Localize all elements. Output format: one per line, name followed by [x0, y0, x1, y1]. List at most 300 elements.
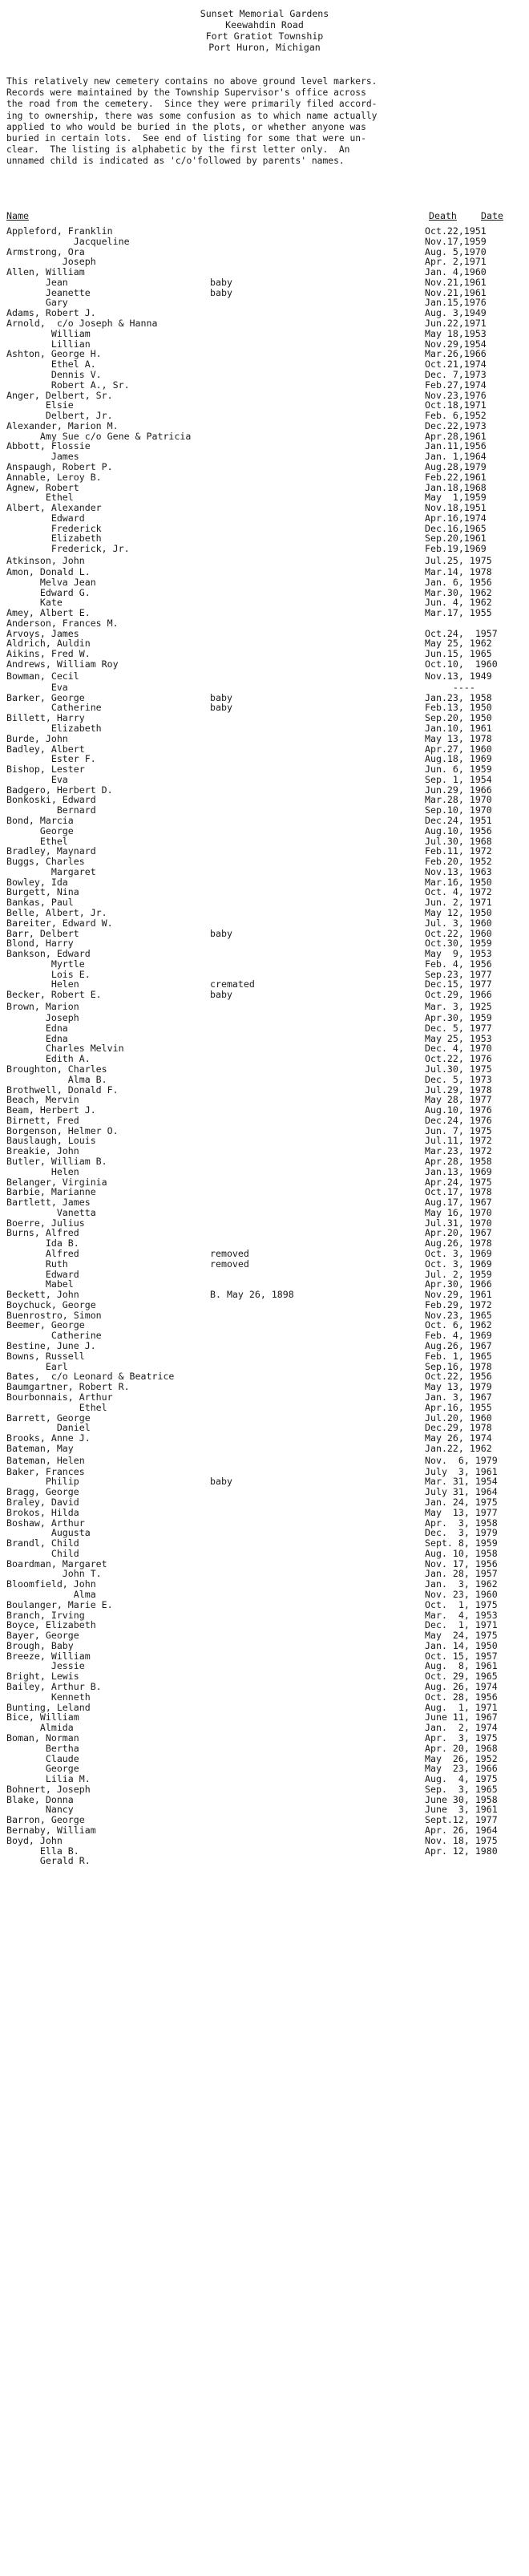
entry-name: Barbie, Marianne	[6, 1186, 96, 1198]
entry-name: Lillian	[6, 338, 91, 350]
intro-line: ing to ownership, there was some confusion as to which name actually	[6, 110, 378, 121]
list-item	[0, 949, 529, 959]
list-item	[0, 1856, 529, 1866]
entry-death-date: June 11, 1967	[425, 1711, 498, 1723]
entry-name: Boman, Norman	[6, 1732, 79, 1744]
entry-death-date: Jan.23, 1958	[425, 691, 492, 703]
entry-death-date: Jan. 24, 1975	[425, 1496, 498, 1508]
entry-name: Billett, Harry	[6, 712, 85, 724]
entry-death-date: Dec.24, 1976	[425, 1114, 492, 1126]
entry-name: Ester F.	[6, 753, 96, 765]
entry-death-date: Aug. 1, 1971	[425, 1701, 498, 1713]
entry-death-date: May 25, 1962	[425, 638, 492, 650]
name-column-header: Name	[6, 210, 29, 221]
list-item	[0, 1549, 529, 1559]
entry-death-date: Jul. 2, 1959	[425, 1268, 492, 1280]
entry-death-date: Feb. 4, 1956	[425, 958, 492, 970]
township-name: Fort Gratiot Township	[205, 30, 324, 42]
list-item	[0, 775, 529, 785]
entry-death-date: May 18,1953	[425, 327, 487, 339]
entry-death-date: May 26, 1974	[425, 1432, 492, 1444]
list-item	[0, 1341, 529, 1351]
entry-death-date: Oct.22, 1956	[425, 1371, 492, 1383]
entry-note: baby	[210, 276, 232, 288]
entry-name: Abbott, Flossie	[6, 440, 91, 452]
entry-death-date: Aug.17, 1967	[425, 1197, 492, 1209]
entry-name: Eva	[6, 681, 68, 693]
entry-name: Barr, Delbert	[6, 927, 79, 939]
intro-line: Records were maintained by the Township Supervisor's office across	[6, 87, 366, 99]
list-item	[0, 670, 529, 682]
entry-name: Bonkoski, Edward	[6, 794, 96, 806]
entry-death-date: Feb.19,1969	[425, 543, 487, 555]
list-item	[0, 567, 529, 577]
entry-name: Bragg, George	[6, 1486, 79, 1498]
document-header	[0, 8, 529, 53]
entry-name: Alma	[6, 1589, 96, 1600]
entry-name: Nancy	[6, 1804, 74, 1816]
entry-note: removed	[210, 1258, 249, 1270]
list-item	[0, 1774, 529, 1784]
entry-death-date: July 31, 1964	[425, 1486, 498, 1498]
entry-death-date: Jul.11, 1972	[425, 1135, 492, 1147]
entry-name: Bright, Lewis	[6, 1671, 79, 1683]
entry-name: Edna	[6, 1032, 68, 1044]
entry-name: Boyce, Elizabeth	[6, 1619, 96, 1631]
entry-death-date: Aug. 8, 1961	[425, 1660, 498, 1672]
entry-death-date: Sept. 8, 1959	[425, 1537, 498, 1549]
intro-line: unnamed child is indicated as 'c/o'followed by parents' names.	[6, 156, 345, 167]
list-item	[0, 237, 529, 247]
column-headers	[6, 210, 519, 221]
entry-name: Anderson, Frances M.	[6, 617, 119, 629]
entry-name: Barron, George	[6, 1814, 85, 1826]
entry-death-date: Apr. 3, 1958	[425, 1517, 498, 1529]
entry-name: Edward	[6, 512, 85, 524]
list-item	[0, 990, 529, 1000]
entry-name: Helen	[6, 1165, 79, 1177]
entry-name: Edith A.	[6, 1053, 91, 1065]
entry-name: Catherine	[6, 1330, 102, 1342]
entry-death-date: May 25, 1953	[425, 1032, 492, 1044]
entry-death-date: Jun.15, 1965	[425, 648, 492, 660]
entry-death-date: May 16, 1970	[425, 1206, 492, 1218]
intro-line: the road from the cemetery. Since they were primarily filed accord-	[6, 99, 378, 110]
entry-death-date: Dec. 4, 1970	[425, 1043, 492, 1055]
entry-death-date: May 24, 1975	[425, 1630, 498, 1642]
entry-death-date: Sept.12, 1977	[425, 1814, 498, 1826]
list-item	[0, 1392, 529, 1403]
entry-death-date: Jul.30, 1975	[425, 1063, 492, 1075]
entry-name: Almida	[6, 1722, 74, 1734]
entry-name: Anger, Delbert, Sr.	[6, 389, 113, 401]
entry-name: Child	[6, 1547, 79, 1559]
list-item	[0, 1300, 529, 1310]
entry-death-date: Dec.24, 1951	[425, 814, 492, 826]
entry-name: Branch, Irving	[6, 1609, 85, 1621]
list-item	[0, 577, 529, 588]
list-item	[0, 1733, 529, 1744]
entry-death-date: Jan.18,1968	[425, 481, 487, 493]
entry-name: Braley, David	[6, 1496, 79, 1508]
entry-death-date: Oct. 1, 1975	[425, 1598, 498, 1610]
entry-name: Bestine, June J.	[6, 1340, 96, 1352]
entry-name: Buggs, Charles	[6, 856, 85, 868]
entry-death-date: Jun. 2, 1971	[425, 897, 492, 909]
list-item	[0, 1105, 529, 1116]
entry-name: Alma B.	[6, 1073, 107, 1085]
entry-name: Ethel	[6, 492, 74, 504]
entry-name: Bankas, Paul	[6, 897, 74, 909]
entry-name: Bond, Marcia	[6, 814, 74, 826]
entry-name: Joseph	[6, 1012, 79, 1024]
entry-name: Beach, Mervin	[6, 1094, 79, 1106]
list-item	[0, 1351, 529, 1362]
entry-death-date: Jan.10, 1961	[425, 722, 492, 734]
entry-death-date: Jan. 3, 1967	[425, 1391, 492, 1403]
entry-death-date: Mar. 3, 1925	[425, 1001, 492, 1013]
entry-death-date: May 13, 1979	[425, 1381, 492, 1393]
entry-note: baby	[210, 989, 232, 1001]
entry-death-date: Nov.21,1961	[425, 286, 487, 298]
entry-death-date: Jan.11,1956	[425, 440, 487, 452]
entry-name: Beckett, John	[6, 1289, 79, 1301]
list-item	[0, 723, 529, 734]
entry-death-date: Apr.24, 1975	[425, 1176, 492, 1188]
list-item	[0, 1538, 529, 1549]
entry-death-date: Jul.30, 1968	[425, 835, 492, 847]
list-item	[0, 764, 529, 775]
entry-name: Boardman, Margaret	[6, 1557, 107, 1569]
list-item	[0, 867, 529, 877]
entry-death-date: July 3, 1961	[425, 1465, 498, 1477]
entry-death-date: ----	[425, 681, 475, 693]
entry-name: Mabel	[6, 1278, 74, 1290]
entry-note: baby	[210, 927, 232, 939]
entry-name: Robert A., Sr.	[6, 379, 130, 391]
entry-death-date: Aug. 5,1970	[425, 245, 487, 257]
entry-death-date: Mar.30, 1962	[425, 586, 492, 598]
entry-death-date: Aug.18, 1969	[425, 753, 492, 765]
entry-name: Bohnert, Joseph	[6, 1783, 91, 1795]
entry-name: Gary	[6, 297, 68, 309]
entry-death-date: Aug. 3,1949	[425, 307, 487, 319]
entry-name: Amey, Albert E.	[6, 607, 91, 619]
entry-name: Delbert, Jr.	[6, 410, 113, 422]
entry-name: John T.	[6, 1568, 102, 1580]
entry-name: Barker, George	[6, 691, 85, 703]
entry-name: Bowns, Russell	[6, 1350, 85, 1362]
list-item	[0, 618, 529, 629]
entry-name: Frederick, Jr.	[6, 543, 130, 555]
entry-death-date: Oct.18,1971	[425, 399, 487, 411]
entry-name: Bice, William	[6, 1711, 79, 1723]
entry-death-date: Aug.26, 1978	[425, 1237, 492, 1250]
entry-name: Lois E.	[6, 968, 91, 980]
entry-death-date: May 26, 1952	[425, 1752, 498, 1764]
entry-death-date: Oct.21,1974	[425, 358, 487, 371]
entry-name: Blond, Harry	[6, 938, 74, 950]
entry-name: Burns, Alfred	[6, 1227, 79, 1239]
entry-name: Ethel	[6, 835, 68, 847]
list-item	[0, 918, 529, 929]
entry-death-date: Feb.22,1961	[425, 471, 487, 483]
list-item	[0, 513, 529, 524]
entry-name: Dennis V.	[6, 368, 102, 380]
entry-death-date: Jul.25, 1975	[425, 555, 492, 566]
entry-death-date: Aug. 4, 1975	[425, 1773, 498, 1785]
entry-name: Ella B.	[6, 1845, 79, 1857]
entry-name: Jean	[6, 276, 68, 288]
entry-name: Bertha	[6, 1742, 79, 1754]
entry-name: Bareiter, Edward W.	[6, 917, 113, 929]
entry-name: Jeanette	[6, 286, 91, 298]
list-item	[0, 1290, 529, 1300]
entry-note: baby	[210, 286, 232, 298]
entry-name: Bloomfield, John	[6, 1578, 96, 1590]
entry-death-date: Feb. 6,1952	[425, 410, 487, 422]
entry-name: Elsie	[6, 399, 74, 411]
entry-name: Kenneth	[6, 1691, 91, 1703]
entry-name: Vanetta	[6, 1206, 96, 1218]
list-item	[0, 1630, 529, 1641]
entry-death-date: Nov. 6, 1979	[425, 1454, 498, 1466]
entry-death-date: Mar.16, 1950	[425, 876, 492, 888]
list-item	[0, 554, 529, 567]
entry-name: Butler, William B.	[6, 1155, 107, 1167]
entry-name: Bailey, Arthur B.	[6, 1681, 102, 1693]
entry-name: George	[6, 824, 74, 836]
entry-name: Buenrostro, Simon	[6, 1309, 102, 1321]
entry-name: Myrtle	[6, 958, 85, 970]
entry-death-date: Oct.10, 1960	[425, 658, 498, 670]
entry-name: Brooks, Anne J.	[6, 1432, 91, 1444]
list-item	[0, 608, 529, 618]
entry-death-date: Apr. 26, 1964	[425, 1824, 498, 1836]
list-item	[0, 1000, 529, 1013]
entry-death-date: Apr. 3, 1975	[425, 1732, 498, 1744]
entry-death-date: Jul.29, 1978	[425, 1083, 492, 1096]
list-item	[0, 1064, 529, 1075]
list-item	[0, 682, 529, 693]
entry-death-date: Jul.31, 1970	[425, 1217, 492, 1229]
entry-name: Bernard	[6, 804, 96, 816]
cemetery-name: Sunset Memorial Gardens	[200, 8, 329, 19]
entry-name: Philip	[6, 1476, 79, 1488]
list-item	[0, 226, 529, 237]
entry-death-date: Jun. 4, 1962	[425, 597, 492, 609]
entry-note: cremated	[210, 978, 255, 990]
list-item	[0, 826, 529, 836]
entry-death-date: Oct. 28, 1956	[425, 1691, 498, 1703]
entry-name: Badley, Albert	[6, 743, 85, 755]
entry-death-date: Oct. 29, 1965	[425, 1671, 498, 1683]
entry-death-date: Nov.17,1959	[425, 235, 487, 247]
entry-name: Ethel	[6, 1401, 107, 1413]
entry-name: Blake, Donna	[6, 1793, 74, 1805]
entry-death-date: Apr.16, 1955	[425, 1401, 492, 1413]
list-item	[0, 1249, 529, 1259]
list-item	[0, 370, 529, 380]
entry-name: Boyd, John	[6, 1834, 63, 1846]
entry-death-date: Sep. 3, 1965	[425, 1783, 498, 1795]
list-item	[0, 734, 529, 744]
list-item	[0, 1497, 529, 1508]
entry-name: Arnold, c/o Joseph & Hanna	[6, 318, 158, 330]
entry-death-date: Jun.29, 1966	[425, 784, 492, 796]
list-item	[0, 277, 529, 288]
entry-name: Burgett, Nina	[6, 886, 79, 898]
entry-death-date: Apr. 20, 1968	[425, 1742, 498, 1754]
list-item	[0, 908, 529, 918]
entry-name: Albert, Alexander	[6, 502, 102, 514]
entry-death-date: Apr.28,1961	[425, 430, 487, 442]
list-item	[0, 503, 529, 513]
entry-name: Brokos, Hilda	[6, 1506, 79, 1518]
entry-name: George	[6, 1763, 79, 1775]
entry-name: Bartlett, James	[6, 1197, 91, 1209]
entry-death-date: May 23, 1966	[425, 1763, 498, 1775]
entry-name: Andrews, William Roy	[6, 658, 119, 670]
list-item	[0, 1116, 529, 1126]
entry-name: Allen, William	[6, 266, 85, 278]
entry-name: Brown, Marion	[6, 1001, 79, 1013]
entry-name: Arvoys, James	[6, 627, 79, 639]
entry-death-date: Mar.17, 1955	[425, 607, 492, 619]
entry-name: Birnett, Fred	[6, 1114, 79, 1126]
list-item	[0, 659, 529, 670]
entry-death-date: Mar.14, 1978	[425, 566, 492, 577]
entry-death-date: Nov. 18, 1975	[425, 1834, 498, 1846]
entry-name: Becker, Robert E.	[6, 989, 102, 1001]
entry-note: baby	[210, 702, 232, 714]
list-item	[0, 1744, 529, 1754]
intro-line: applied to who would be buried in the plots, or whether anyone was	[6, 121, 366, 132]
entry-name: Elizabeth	[6, 722, 102, 734]
list-item	[0, 318, 529, 329]
entry-death-date: May 12, 1950	[425, 907, 492, 918]
entry-name: Bowley, Ida	[6, 876, 68, 888]
entry-note: B. May 26, 1898	[210, 1289, 294, 1301]
entry-name: Alexander, Marion M.	[6, 419, 119, 431]
entry-name: Bourbonnais, Arthur	[6, 1391, 113, 1403]
entry-name: Bunting, Leland	[6, 1701, 91, 1713]
entry-death-date: Sep.16, 1978	[425, 1360, 492, 1372]
entry-name: Lilia M.	[6, 1773, 91, 1785]
list-item	[0, 411, 529, 421]
death-column-header: Death	[429, 210, 457, 221]
entry-death-date: Oct.22, 1960	[425, 927, 492, 939]
entry-death-date: Dec.29, 1978	[425, 1422, 492, 1434]
entry-name: Ida B.	[6, 1237, 79, 1250]
entry-death-date: Feb.20, 1952	[425, 856, 492, 868]
list-item	[0, 1013, 529, 1023]
entry-death-date: Apr.28, 1958	[425, 1155, 492, 1167]
entry-name: Bayer, George	[6, 1630, 79, 1642]
entry-name: Atkinson, John	[6, 555, 85, 566]
list-item	[0, 1197, 529, 1208]
entry-death-date: June 3, 1961	[425, 1804, 498, 1816]
entry-name: Bauslaugh, Louis	[6, 1135, 96, 1147]
entry-death-date: Jan.13, 1969	[425, 1165, 492, 1177]
list-item	[0, 1454, 529, 1467]
list-item	[0, 1075, 529, 1085]
entry-death-date: Mar.26,1966	[425, 348, 487, 360]
entry-name: Helen	[6, 978, 79, 990]
list-item	[0, 1836, 529, 1846]
entry-death-date: Dec. 7,1973	[425, 368, 487, 380]
entry-death-date: Apr.16,1974	[425, 512, 487, 524]
list-item	[0, 462, 529, 472]
entry-death-date: Apr. 12, 1980	[425, 1845, 498, 1857]
entry-death-date: Sep.20, 1950	[425, 712, 492, 724]
list-item	[0, 1433, 529, 1444]
entry-death-date: Nov.23,1976	[425, 389, 487, 401]
entry-death-date: Mar. 4, 1953	[425, 1609, 498, 1621]
entry-death-date: Feb.11, 1972	[425, 845, 492, 857]
entry-death-date: Oct.22,1951	[425, 225, 487, 237]
intro-line: clear. The listing is alphabetic by the first letter only. An	[6, 144, 350, 156]
intro-line: This relatively new cemetery contains no above ground level markers.	[6, 76, 378, 87]
entry-name: Augusta	[6, 1527, 91, 1539]
entry-name: Annable, Leroy B.	[6, 471, 102, 483]
entry-name: Burde, John	[6, 732, 68, 744]
list-item	[0, 1784, 529, 1795]
entry-death-date: Dec.22,1973	[425, 419, 487, 431]
entry-name: Aldrich, Auldin	[6, 638, 91, 650]
entry-death-date: June 30, 1958	[425, 1793, 498, 1805]
entry-death-date: Feb.13, 1950	[425, 702, 492, 714]
list-item	[0, 1692, 529, 1703]
entry-name: Amy Sue c/o Gene & Patricia	[6, 430, 192, 442]
entry-death-date: Jan. 4,1960	[425, 266, 487, 278]
entry-death-date: Dec. 5, 1977	[425, 1022, 492, 1034]
entry-death-date: Jan. 28, 1957	[425, 1568, 498, 1580]
entry-death-date: Oct. 6, 1962	[425, 1319, 492, 1331]
entry-death-date: Sep. 1, 1954	[425, 773, 492, 785]
entry-name: Brandl, Child	[6, 1537, 79, 1549]
entry-death-date: Sep.10, 1970	[425, 804, 492, 816]
entry-name: Agnew, Robert	[6, 481, 79, 493]
intro-paragraph	[6, 76, 519, 168]
entry-name: James	[6, 451, 79, 463]
entry-name: Margaret	[6, 865, 96, 877]
entry-name: Jessie	[6, 1660, 85, 1672]
entry-death-date: Sep.23, 1977	[425, 968, 492, 980]
entry-death-date: Nov.23, 1965	[425, 1309, 492, 1321]
entry-death-date: Feb.27,1974	[425, 379, 487, 391]
entry-death-date: Oct.22, 1976	[425, 1053, 492, 1065]
entry-name: Bateman, Helen	[6, 1454, 85, 1466]
entry-name: Boulanger, Marie E.	[6, 1598, 113, 1610]
entry-name: Breakie, John	[6, 1145, 79, 1157]
list-item	[0, 1508, 529, 1518]
entry-name: Alfred	[6, 1248, 79, 1259]
entry-death-date: May 1,1959	[425, 492, 487, 504]
entry-death-date: Dec. 3, 1979	[425, 1527, 498, 1539]
city-state: Port Huron, Michigan	[208, 42, 321, 53]
entry-death-date: Jan.22, 1962	[425, 1442, 492, 1454]
entry-death-date: Nov.13, 1963	[425, 865, 492, 877]
entry-death-date: Jun.22,1971	[425, 318, 487, 330]
list-item	[0, 544, 529, 554]
list-item	[0, 1600, 529, 1610]
entry-name: Beemer, George	[6, 1319, 85, 1331]
entry-death-date: Dec. 5, 1973	[425, 1073, 492, 1085]
entry-death-date: Aug.10, 1956	[425, 824, 492, 836]
entry-note: baby	[210, 1476, 232, 1488]
entry-death-date: Oct. 15, 1957	[425, 1650, 498, 1662]
